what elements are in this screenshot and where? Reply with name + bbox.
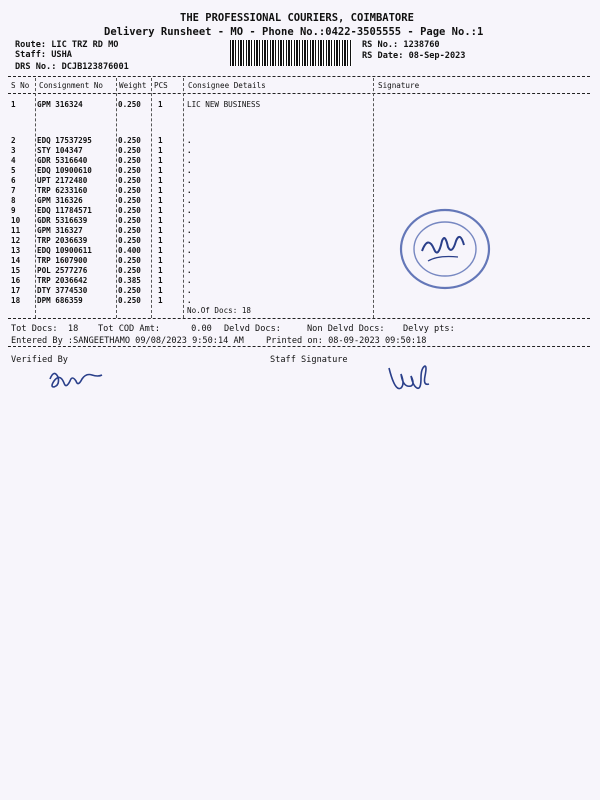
column-separator [116, 78, 117, 318]
divider [8, 346, 590, 347]
row-weight: 0.250 [118, 206, 141, 215]
drs-number: DRS No.: DCJB123876001 [15, 62, 129, 72]
divider [8, 93, 590, 94]
row-consignment: TRP 6233160 [37, 186, 88, 195]
row-sno: 7 [11, 186, 16, 195]
col-header-sno: S No [11, 81, 30, 90]
col-header-pcs: PCS [154, 81, 168, 90]
row-consignment: GDR 5316639 [37, 216, 88, 225]
row-consignment: POL 2577276 [37, 266, 88, 275]
col-header-consignment: Consignment No [39, 81, 104, 90]
row-weight: 0.250 [118, 196, 141, 205]
divider [8, 318, 590, 319]
row-weight: 0.250 [118, 156, 141, 165]
row-consignee: . [187, 226, 192, 235]
row-sno: 9 [11, 206, 16, 215]
row-consignee: . [187, 256, 192, 265]
divider [8, 76, 590, 77]
row-consignee: . [187, 166, 192, 175]
tot-cod-amount: Tot COD Amt: 0.00 [98, 324, 212, 334]
row-consignee: . [187, 206, 192, 215]
row-consignment: GPM 316324 [37, 100, 83, 109]
row-weight: 0.400 [118, 246, 141, 255]
row-weight: 0.385 [118, 276, 141, 285]
company-title: THE PROFESSIONAL COURIERS, COIMBATORE [180, 12, 414, 24]
row-sno: 15 [11, 266, 21, 275]
row-sno: 18 [11, 296, 21, 305]
rs-date: RS Date: 08-Sep-2023 [362, 51, 466, 61]
row-consignee: . [187, 296, 192, 305]
tot-docs: Tot Docs: 18 [11, 324, 79, 334]
verified-by-label: Verified By [11, 355, 68, 365]
row-consignee: . [187, 286, 192, 295]
non-delvd-docs: Non Delvd Docs: [307, 324, 385, 334]
row-consignment: STY 104347 [37, 146, 83, 155]
col-header-consignee: Consignee Details [188, 81, 266, 90]
row-weight: 0.250 [118, 266, 141, 275]
row-pcs: 1 [158, 246, 163, 255]
row-sno: 16 [11, 276, 21, 285]
row-consignee: . [187, 156, 192, 165]
column-separator [183, 78, 184, 318]
staff-signature-label: Staff Signature [270, 355, 348, 365]
row-weight: 0.250 [118, 176, 141, 185]
row-consignment: EDQ 10900611 [37, 246, 92, 255]
row-consignee: . [187, 196, 192, 205]
row-pcs: 1 [158, 166, 163, 175]
col-header-signature: Signature [378, 81, 420, 90]
verified-signature [45, 365, 115, 391]
row-weight: 0.250 [118, 186, 141, 195]
row-sno: 14 [11, 256, 21, 265]
rs-number: RS No.: 1238760 [362, 40, 440, 50]
row-weight: 0.250 [118, 226, 141, 235]
delvy-pts: Delvy pts: [403, 324, 455, 334]
row-consignment: DPM 686359 [37, 296, 83, 305]
row-pcs: 1 [158, 226, 163, 235]
route-label: Route: LIC TRZ RD MO [15, 40, 119, 50]
row-pcs: 1 [158, 236, 163, 245]
staff-signature [385, 362, 435, 396]
entered-by: Entered By :SANGEETHAMO 09/08/2023 9:50:14 AM [11, 336, 244, 346]
staff-label: Staff: USHA [15, 50, 72, 60]
barcode [230, 40, 352, 66]
row-pcs: 1 [158, 286, 163, 295]
row-weight: 0.250 [118, 136, 141, 145]
row-consignment: GDR 5316640 [37, 156, 88, 165]
col-header-weight: Weight [119, 81, 147, 90]
row-consignee: . [187, 176, 192, 185]
column-separator [35, 78, 36, 318]
row-weight: 0.250 [118, 296, 141, 305]
no-of-docs: No.Of Docs: 18 [187, 306, 252, 315]
runsheet-subtitle: Delivery Runsheet - MO - Phone No.:0422-3505555 - Page No.:1 [104, 26, 484, 38]
row-consignee: . [187, 136, 192, 145]
row-weight: 0.250 [118, 146, 141, 155]
row-weight: 0.250 [118, 100, 141, 109]
delvd-docs: Delvd Docs: [224, 324, 281, 334]
row-weight: 0.250 [118, 286, 141, 295]
row-consignment: UPT 2172480 [37, 176, 88, 185]
row-pcs: 1 [158, 256, 163, 265]
row-pcs: 1 [158, 276, 163, 285]
row-consignment: EDQ 11784571 [37, 206, 92, 215]
row-pcs: 1 [158, 196, 163, 205]
row-consignment: EDQ 10900610 [37, 166, 92, 175]
row-weight: 0.250 [118, 236, 141, 245]
row-consignee: . [187, 246, 192, 255]
row-weight: 0.250 [118, 166, 141, 175]
row-consignee: . [187, 186, 192, 195]
row-pcs: 1 [158, 176, 163, 185]
row-pcs: 1 [158, 296, 163, 305]
row-consignee: LIC NEW BUSINESS [187, 100, 261, 109]
column-separator [373, 78, 374, 318]
row-weight: 0.250 [118, 256, 141, 265]
row-pcs: 1 [158, 206, 163, 215]
column-separator [151, 78, 152, 318]
row-sno: 13 [11, 246, 21, 255]
row-pcs: 1 [158, 156, 163, 165]
row-pcs: 1 [158, 216, 163, 225]
printed-on: Printed on: 08-09-2023 09:50:18 [266, 336, 427, 346]
row-sno: 5 [11, 166, 16, 175]
row-consignment: TRP 2036642 [37, 276, 88, 285]
row-sno: 11 [11, 226, 21, 235]
row-sno: 2 [11, 136, 16, 145]
row-consignment: DTY 3774530 [37, 286, 88, 295]
row-consignee: . [187, 146, 192, 155]
row-weight: 0.250 [118, 216, 141, 225]
row-consignment: GPM 316327 [37, 226, 83, 235]
row-pcs: 1 [158, 266, 163, 275]
row-consignee: . [187, 216, 192, 225]
row-consignee: . [187, 276, 192, 285]
row-pcs: 1 [158, 146, 163, 155]
row-sno: 17 [11, 286, 21, 295]
row-pcs: 1 [158, 136, 163, 145]
row-sno: 3 [11, 146, 16, 155]
row-consignee: . [187, 236, 192, 245]
row-sno: 6 [11, 176, 16, 185]
row-consignment: GPM 316326 [37, 196, 83, 205]
row-consignment: EDQ 17537295 [37, 136, 92, 145]
row-consignment: TRP 1607900 [37, 256, 88, 265]
row-sno: 1 [11, 100, 16, 109]
row-sno: 4 [11, 156, 16, 165]
rubber-stamp [398, 207, 492, 291]
row-consignee: . [187, 266, 192, 275]
row-pcs: 1 [158, 100, 163, 109]
row-sno: 10 [11, 216, 21, 225]
row-sno: 12 [11, 236, 21, 245]
row-consignment: TRP 2036639 [37, 236, 88, 245]
row-sno: 8 [11, 196, 16, 205]
row-pcs: 1 [158, 186, 163, 195]
